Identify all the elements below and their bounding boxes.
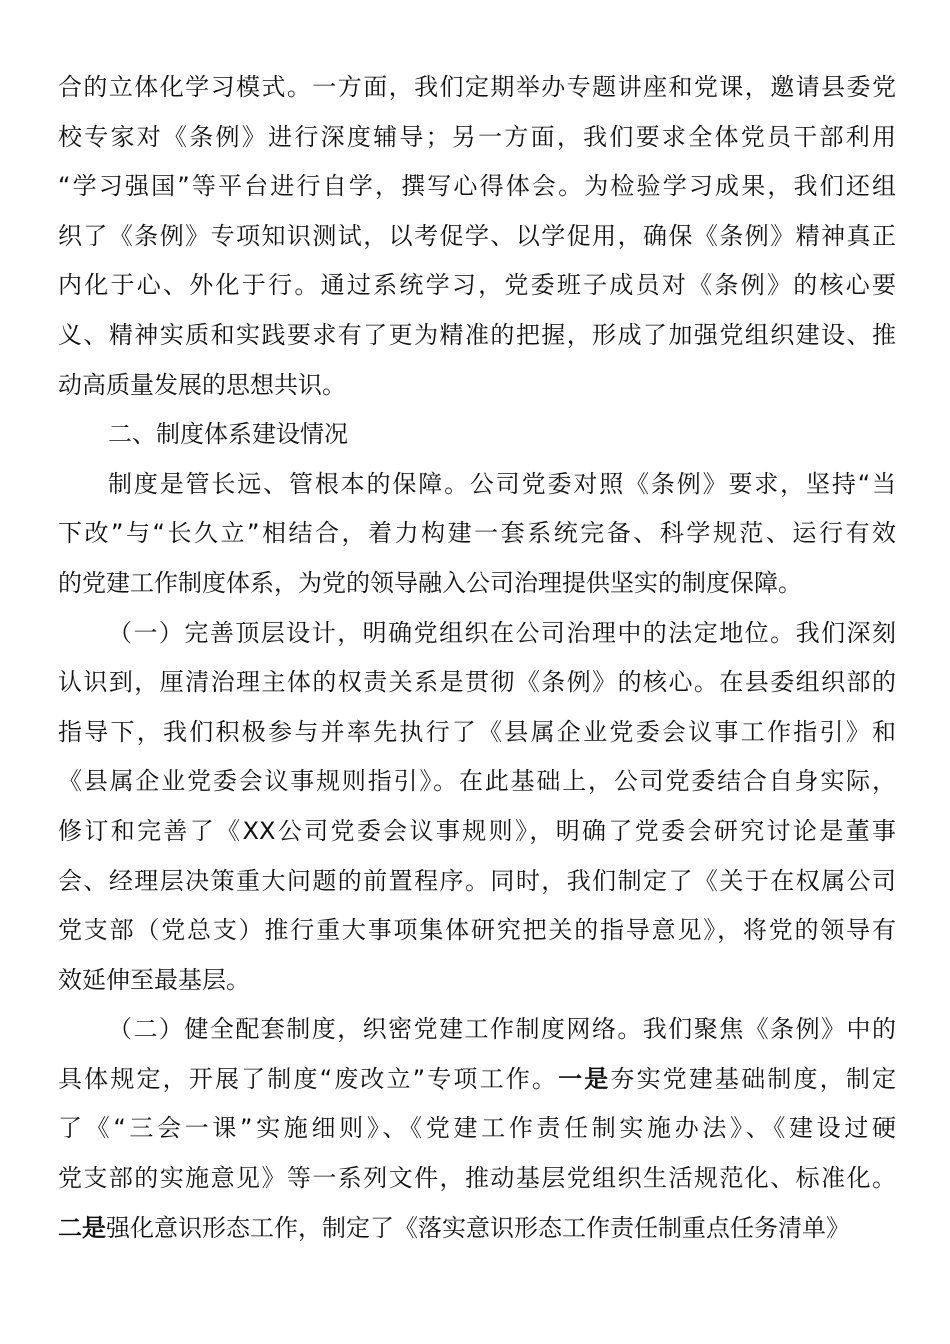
bold-marker: 一是 (558, 1064, 611, 1093)
text-line: 制度是管长远、管根本的保障。公司党委对照《条例》要求，坚持“当 (108, 469, 896, 498)
text-line (58, 1055, 896, 1105)
text-line: 修订和完善了《XX公司党委会议事规则》，明确了党委会研究讨论是董事 (58, 816, 896, 845)
text-line: 会、经理层决策重大问题的前置程序。同时，我们制定了《关于在权属公司 (58, 866, 896, 895)
text-line: 的党建工作制度体系，为党的领导融入公司治理提供坚实的制度保障。 (58, 568, 802, 597)
document-page (58, 63, 896, 1253)
text-line: 了《“三会一课”实施细则》、《党建工作责任制实施办法》、《建设过硬 (58, 1114, 896, 1143)
text-line: 指导下，我们积极参与并率先执行了《县属企业党委会议事工作指引》和 (58, 717, 896, 746)
text-line: 党支部（党总支）推行重大事项集体研究把关的指导意见》，将党的领导有 (58, 916, 896, 945)
text-run: 具体规定，开展了制度“废改立”专项工作。 (58, 1064, 559, 1093)
text-line: “学习强国”等平台进行自学，撰写心得体会。为检验学习成果，我们还组 (58, 172, 896, 201)
text-line: 认识到，厘清治理主体的权责关系是贯彻《条例》的核心。在县委组织部的 (58, 668, 896, 697)
text-line: 校专家对《条例》进行深度辅导；另一方面，我们要求全体党员干部利用 (58, 122, 896, 151)
text-run: 强化意识形态工作，制定了《落实意识形态工作责任制重点任务清单》 (106, 1213, 850, 1242)
text-run: 夯实党建基础制度，制定 (610, 1064, 896, 1093)
text-line: 内化于心、外化于行。通过系统学习，党委班子成员对《条例》的核心要 (58, 271, 896, 300)
text-line: （二）健全配套制度，织密党建工作制度网络。我们聚焦《条例》中的 (108, 1015, 896, 1044)
text-line: 义、精神实质和实践要求有了更为精准的把握，形成了加强党组织建设、推 (58, 320, 896, 349)
text-line: 效延伸至最基层。 (58, 965, 250, 994)
text-line: 党支部的实施意见》等一系列文件，推动基层党组织生活规范化、标准化。 (58, 1164, 896, 1193)
section-heading: 二、制度体系建设情况 (108, 420, 348, 449)
text-line: 织了《条例》专项知识测试，以考促学、以学促用，确保《条例》精神真正 (58, 221, 896, 250)
text-line: 下改”与“长久立”相结合，着力构建一套系统完备、科学规范、运行有效 (58, 519, 896, 548)
text-line: 《县属企业党委会议事规则指引》。在此基础上，公司党委结合自身实际， (58, 767, 896, 796)
text-line (58, 1204, 896, 1254)
bold-marker: 二是 (58, 1213, 106, 1242)
text-line: 动高质量发展的思想共识。 (58, 370, 346, 399)
text-line: 合的立体化学习模式。一方面，我们定期举办专题讲座和党课，邀请县委党 (58, 73, 896, 101)
text-line: （一）完善顶层设计，明确党组织在公司治理中的法定地位。我们深刻 (108, 618, 896, 647)
